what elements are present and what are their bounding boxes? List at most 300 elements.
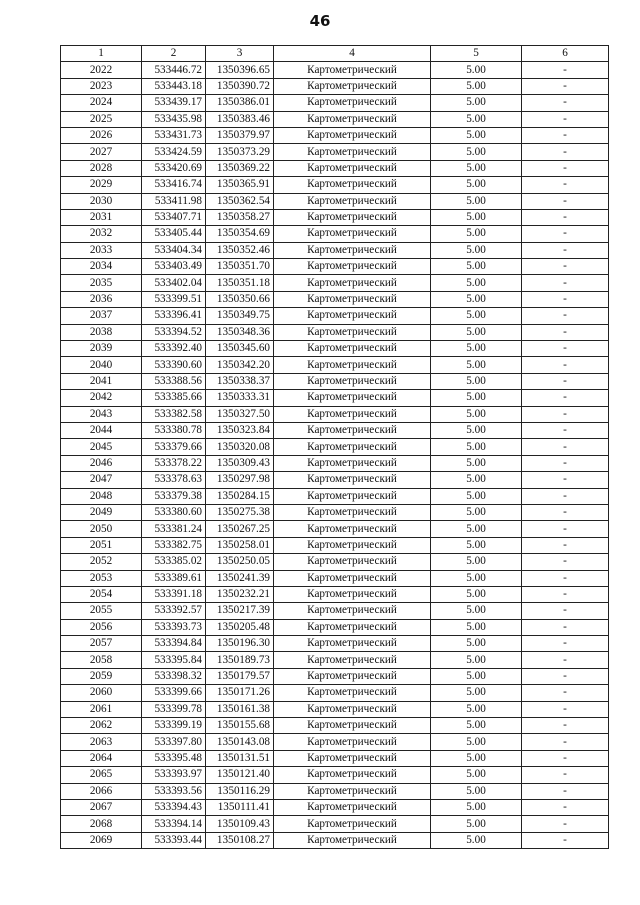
method-cell: Картометрический: [274, 488, 431, 504]
method-cell: Картометрический: [274, 734, 431, 750]
method-cell: Картометрический: [274, 619, 431, 635]
x-coordinate-cell: 533390.60: [142, 357, 206, 373]
table-header: [61, 46, 609, 62]
method-cell: Картометрический: [274, 308, 431, 324]
table-row: [61, 701, 609, 717]
accuracy-cell: 5.00: [431, 160, 522, 176]
point-number-cell: 2035: [61, 275, 142, 291]
accuracy-cell: 5.00: [431, 144, 522, 160]
accuracy-cell: 5.00: [431, 603, 522, 619]
note-cell: -: [522, 619, 609, 635]
accuracy-cell: 5.00: [431, 341, 522, 357]
y-coordinate-cell: 1350383.46: [206, 111, 274, 127]
table-row: [61, 472, 609, 488]
point-number-cell: 2055: [61, 603, 142, 619]
x-coordinate-cell: 533405.44: [142, 226, 206, 242]
method-cell: Картометрический: [274, 439, 431, 455]
point-number-cell: 2059: [61, 668, 142, 684]
table-row: [61, 504, 609, 520]
table-row: [61, 78, 609, 94]
y-coordinate-cell: 1350258.01: [206, 537, 274, 553]
x-coordinate-cell: 533403.49: [142, 259, 206, 275]
point-number-cell: 2061: [61, 701, 142, 717]
note-cell: -: [522, 291, 609, 307]
point-number-cell: 2023: [61, 78, 142, 94]
x-coordinate-cell: 533395.84: [142, 652, 206, 668]
note-cell: -: [522, 78, 609, 94]
y-coordinate-cell: 1350362.54: [206, 193, 274, 209]
table-row: [61, 422, 609, 438]
accuracy-cell: 5.00: [431, 504, 522, 520]
method-cell: Картометрический: [274, 455, 431, 471]
table-row: [61, 832, 609, 848]
x-coordinate-cell: 533424.59: [142, 144, 206, 160]
y-coordinate-cell: 1350386.01: [206, 95, 274, 111]
y-coordinate-cell: 1350196.30: [206, 636, 274, 652]
note-cell: -: [522, 636, 609, 652]
y-coordinate-cell: 1350143.08: [206, 734, 274, 750]
method-cell: Картометрический: [274, 472, 431, 488]
note-cell: -: [522, 275, 609, 291]
table-row: [61, 488, 609, 504]
note-cell: -: [522, 259, 609, 275]
table-row: [61, 521, 609, 537]
table-row: [61, 144, 609, 160]
table-row: [61, 685, 609, 701]
y-coordinate-cell: 1350349.75: [206, 308, 274, 324]
note-cell: -: [522, 799, 609, 815]
table-row: [61, 603, 609, 619]
y-coordinate-cell: 1350358.27: [206, 209, 274, 225]
point-number-cell: 2031: [61, 209, 142, 225]
y-coordinate-cell: 1350161.38: [206, 701, 274, 717]
note-cell: -: [522, 668, 609, 684]
method-cell: Картометрический: [274, 816, 431, 832]
accuracy-cell: 5.00: [431, 111, 522, 127]
point-number-cell: 2063: [61, 734, 142, 750]
table-row: [61, 341, 609, 357]
method-cell: Картометрический: [274, 324, 431, 340]
table-row: [61, 439, 609, 455]
note-cell: -: [522, 324, 609, 340]
accuracy-cell: 5.00: [431, 439, 522, 455]
x-coordinate-cell: 533392.57: [142, 603, 206, 619]
y-coordinate-cell: 1350250.05: [206, 554, 274, 570]
y-coordinate-cell: 1350267.25: [206, 521, 274, 537]
table-row: [61, 111, 609, 127]
note-cell: -: [522, 652, 609, 668]
method-cell: Картометрический: [274, 341, 431, 357]
x-coordinate-cell: 533394.43: [142, 799, 206, 815]
method-cell: Картометрический: [274, 521, 431, 537]
x-coordinate-cell: 533439.17: [142, 95, 206, 111]
method-cell: Картометрический: [274, 586, 431, 602]
y-coordinate-cell: 1350131.51: [206, 750, 274, 766]
x-coordinate-cell: 533404.34: [142, 242, 206, 258]
accuracy-cell: 5.00: [431, 767, 522, 783]
x-coordinate-cell: 533431.73: [142, 127, 206, 143]
method-cell: Картометрический: [274, 78, 431, 94]
accuracy-cell: 5.00: [431, 308, 522, 324]
x-coordinate-cell: 533393.73: [142, 619, 206, 635]
y-coordinate-cell: 1350116.29: [206, 783, 274, 799]
x-coordinate-cell: 533392.40: [142, 341, 206, 357]
table-row: [61, 259, 609, 275]
accuracy-cell: 5.00: [431, 357, 522, 373]
y-coordinate-cell: 1350179.57: [206, 668, 274, 684]
note-cell: -: [522, 209, 609, 225]
y-coordinate-cell: 1350351.70: [206, 259, 274, 275]
x-coordinate-cell: 533388.56: [142, 373, 206, 389]
y-coordinate-cell: 1350379.97: [206, 127, 274, 143]
point-number-cell: 2048: [61, 488, 142, 504]
x-coordinate-cell: 533394.52: [142, 324, 206, 340]
table-row: [61, 242, 609, 258]
y-coordinate-cell: 1350351.18: [206, 275, 274, 291]
accuracy-cell: 5.00: [431, 652, 522, 668]
page-number: 46: [309, 12, 331, 30]
method-cell: Картометрический: [274, 275, 431, 291]
table-row: [61, 127, 609, 143]
point-number-cell: 2051: [61, 537, 142, 553]
table-row: [61, 718, 609, 734]
x-coordinate-cell: 533411.98: [142, 193, 206, 209]
y-coordinate-cell: 1350350.66: [206, 291, 274, 307]
point-number-cell: 2036: [61, 291, 142, 307]
method-cell: Картометрический: [274, 62, 431, 78]
note-cell: -: [522, 341, 609, 357]
header-row: [61, 46, 609, 62]
note-cell: -: [522, 472, 609, 488]
y-coordinate-cell: 1350284.15: [206, 488, 274, 504]
table-row: [61, 668, 609, 684]
accuracy-cell: 5.00: [431, 619, 522, 635]
point-number-cell: 2056: [61, 619, 142, 635]
point-number-cell: 2044: [61, 422, 142, 438]
method-cell: Картометрический: [274, 685, 431, 701]
y-coordinate-cell: 1350232.21: [206, 586, 274, 602]
table-row: [61, 324, 609, 340]
point-number-cell: 2046: [61, 455, 142, 471]
point-number-cell: 2025: [61, 111, 142, 127]
point-number-cell: 2052: [61, 554, 142, 570]
table-row: [61, 406, 609, 422]
y-coordinate-cell: 1350354.69: [206, 226, 274, 242]
table-row: [61, 570, 609, 586]
y-coordinate-cell: 1350241.39: [206, 570, 274, 586]
note-cell: -: [522, 226, 609, 242]
coordinates-table: [60, 45, 609, 849]
note-cell: -: [522, 701, 609, 717]
x-coordinate-cell: 533397.80: [142, 734, 206, 750]
x-coordinate-cell: 533435.98: [142, 111, 206, 127]
table-row: [61, 783, 609, 799]
table-row: [61, 390, 609, 406]
table-row: [61, 750, 609, 766]
accuracy-cell: 5.00: [431, 554, 522, 570]
point-number-cell: 2068: [61, 816, 142, 832]
method-cell: Картометрический: [274, 144, 431, 160]
note-cell: -: [522, 95, 609, 111]
x-coordinate-cell: 533398.32: [142, 668, 206, 684]
x-coordinate-cell: 533407.71: [142, 209, 206, 225]
table-row: [61, 734, 609, 750]
point-number-cell: 2053: [61, 570, 142, 586]
table-row: [61, 160, 609, 176]
method-cell: Картометрический: [274, 767, 431, 783]
method-cell: Картометрический: [274, 357, 431, 373]
point-number-cell: 2060: [61, 685, 142, 701]
point-number-cell: 2054: [61, 586, 142, 602]
y-coordinate-cell: 1350396.65: [206, 62, 274, 78]
point-number-cell: 2049: [61, 504, 142, 520]
point-number-cell: 2069: [61, 832, 142, 848]
x-coordinate-cell: 533416.74: [142, 177, 206, 193]
x-coordinate-cell: 533443.18: [142, 78, 206, 94]
x-coordinate-cell: 533420.69: [142, 160, 206, 176]
table-row: [61, 799, 609, 815]
x-coordinate-cell: 533402.04: [142, 275, 206, 291]
accuracy-cell: 5.00: [431, 406, 522, 422]
table-row: [61, 619, 609, 635]
table-row: [61, 586, 609, 602]
note-cell: -: [522, 504, 609, 520]
y-coordinate-cell: 1350111.41: [206, 799, 274, 815]
method-cell: Картометрический: [274, 95, 431, 111]
point-number-cell: 2065: [61, 767, 142, 783]
accuracy-cell: 5.00: [431, 783, 522, 799]
y-coordinate-cell: 1350171.26: [206, 685, 274, 701]
accuracy-cell: 5.00: [431, 488, 522, 504]
method-cell: Картометрический: [274, 242, 431, 258]
x-coordinate-cell: 533380.60: [142, 504, 206, 520]
table-row: [61, 636, 609, 652]
accuracy-cell: 5.00: [431, 324, 522, 340]
table-row: [61, 62, 609, 78]
point-number-cell: 2037: [61, 308, 142, 324]
accuracy-cell: 5.00: [431, 373, 522, 389]
note-cell: -: [522, 308, 609, 324]
method-cell: Картометрический: [274, 504, 431, 520]
method-cell: Картометрический: [274, 422, 431, 438]
method-cell: Картометрический: [274, 570, 431, 586]
method-cell: Картометрический: [274, 718, 431, 734]
note-cell: -: [522, 586, 609, 602]
accuracy-cell: 5.00: [431, 718, 522, 734]
accuracy-cell: 5.00: [431, 701, 522, 717]
accuracy-cell: 5.00: [431, 259, 522, 275]
note-cell: -: [522, 783, 609, 799]
point-number-cell: 2026: [61, 127, 142, 143]
column-header-4: 4: [274, 46, 431, 62]
y-coordinate-cell: 1350352.46: [206, 242, 274, 258]
note-cell: -: [522, 111, 609, 127]
accuracy-cell: 5.00: [431, 193, 522, 209]
x-coordinate-cell: 533382.58: [142, 406, 206, 422]
method-cell: Картометрический: [274, 783, 431, 799]
table-row: [61, 275, 609, 291]
note-cell: -: [522, 193, 609, 209]
method-cell: Картометрический: [274, 177, 431, 193]
table-row: [61, 652, 609, 668]
table-row: [61, 308, 609, 324]
x-coordinate-cell: 533399.19: [142, 718, 206, 734]
method-cell: Картометрический: [274, 750, 431, 766]
y-coordinate-cell: 1350342.20: [206, 357, 274, 373]
table-row: [61, 226, 609, 242]
x-coordinate-cell: 533393.97: [142, 767, 206, 783]
note-cell: -: [522, 832, 609, 848]
table-body: [61, 62, 609, 849]
accuracy-cell: 5.00: [431, 521, 522, 537]
note-cell: -: [522, 455, 609, 471]
note-cell: -: [522, 62, 609, 78]
method-cell: Картометрический: [274, 406, 431, 422]
x-coordinate-cell: 533393.56: [142, 783, 206, 799]
method-cell: Картометрический: [274, 259, 431, 275]
accuracy-cell: 5.00: [431, 472, 522, 488]
accuracy-cell: 5.00: [431, 570, 522, 586]
accuracy-cell: 5.00: [431, 209, 522, 225]
accuracy-cell: 5.00: [431, 78, 522, 94]
y-coordinate-cell: 1350390.72: [206, 78, 274, 94]
note-cell: -: [522, 816, 609, 832]
note-cell: -: [522, 177, 609, 193]
point-number-cell: 2066: [61, 783, 142, 799]
x-coordinate-cell: 533395.48: [142, 750, 206, 766]
y-coordinate-cell: 1350109.43: [206, 816, 274, 832]
point-number-cell: 2022: [61, 62, 142, 78]
x-coordinate-cell: 533380.78: [142, 422, 206, 438]
note-cell: -: [522, 685, 609, 701]
accuracy-cell: 5.00: [431, 177, 522, 193]
x-coordinate-cell: 533389.61: [142, 570, 206, 586]
note-cell: -: [522, 603, 609, 619]
y-coordinate-cell: 1350320.08: [206, 439, 274, 455]
column-header-6: 6: [522, 46, 609, 62]
point-number-cell: 2039: [61, 341, 142, 357]
method-cell: Картометрический: [274, 226, 431, 242]
x-coordinate-cell: 533399.78: [142, 701, 206, 717]
note-cell: -: [522, 242, 609, 258]
accuracy-cell: 5.00: [431, 275, 522, 291]
point-number-cell: 2028: [61, 160, 142, 176]
accuracy-cell: 5.00: [431, 62, 522, 78]
table-row: [61, 554, 609, 570]
y-coordinate-cell: 1350348.36: [206, 324, 274, 340]
method-cell: Картометрический: [274, 127, 431, 143]
method-cell: Картометрический: [274, 799, 431, 815]
x-coordinate-cell: 533391.18: [142, 586, 206, 602]
method-cell: Картометрический: [274, 193, 431, 209]
accuracy-cell: 5.00: [431, 832, 522, 848]
point-number-cell: 2062: [61, 718, 142, 734]
y-coordinate-cell: 1350275.38: [206, 504, 274, 520]
note-cell: -: [522, 127, 609, 143]
method-cell: Картометрический: [274, 111, 431, 127]
point-number-cell: 2050: [61, 521, 142, 537]
point-number-cell: 2064: [61, 750, 142, 766]
note-cell: -: [522, 439, 609, 455]
note-cell: -: [522, 554, 609, 570]
table-row: [61, 373, 609, 389]
x-coordinate-cell: 533394.14: [142, 816, 206, 832]
note-cell: -: [522, 570, 609, 586]
method-cell: Картометрический: [274, 701, 431, 717]
y-coordinate-cell: 1350327.50: [206, 406, 274, 422]
x-coordinate-cell: 533381.24: [142, 521, 206, 537]
point-number-cell: 2057: [61, 636, 142, 652]
table-row: [61, 767, 609, 783]
y-coordinate-cell: 1350345.60: [206, 341, 274, 357]
point-number-cell: 2043: [61, 406, 142, 422]
accuracy-cell: 5.00: [431, 586, 522, 602]
y-coordinate-cell: 1350365.91: [206, 177, 274, 193]
table-row: [61, 291, 609, 307]
point-number-cell: 2034: [61, 259, 142, 275]
method-cell: Картометрический: [274, 160, 431, 176]
x-coordinate-cell: 533379.66: [142, 439, 206, 455]
table-row: [61, 177, 609, 193]
column-header-5: 5: [431, 46, 522, 62]
x-coordinate-cell: 533393.44: [142, 832, 206, 848]
y-coordinate-cell: 1350309.43: [206, 455, 274, 471]
method-cell: Картометрический: [274, 209, 431, 225]
point-number-cell: 2040: [61, 357, 142, 373]
y-coordinate-cell: 1350338.37: [206, 373, 274, 389]
method-cell: Картометрический: [274, 554, 431, 570]
x-coordinate-cell: 533385.02: [142, 554, 206, 570]
point-number-cell: 2041: [61, 373, 142, 389]
note-cell: -: [522, 357, 609, 373]
point-number-cell: 2042: [61, 390, 142, 406]
x-coordinate-cell: 533399.66: [142, 685, 206, 701]
accuracy-cell: 5.00: [431, 242, 522, 258]
point-number-cell: 2047: [61, 472, 142, 488]
note-cell: -: [522, 767, 609, 783]
table-row: [61, 455, 609, 471]
y-coordinate-cell: 1350155.68: [206, 718, 274, 734]
x-coordinate-cell: 533399.51: [142, 291, 206, 307]
column-header-3: 3: [206, 46, 274, 62]
x-coordinate-cell: 533394.84: [142, 636, 206, 652]
note-cell: -: [522, 390, 609, 406]
table-row: [61, 357, 609, 373]
note-cell: -: [522, 750, 609, 766]
table-row: [61, 816, 609, 832]
accuracy-cell: 5.00: [431, 668, 522, 684]
table-row: [61, 95, 609, 111]
note-cell: -: [522, 160, 609, 176]
point-number-cell: 2030: [61, 193, 142, 209]
method-cell: Картометрический: [274, 390, 431, 406]
accuracy-cell: 5.00: [431, 537, 522, 553]
x-coordinate-cell: 533446.72: [142, 62, 206, 78]
y-coordinate-cell: 1350189.73: [206, 652, 274, 668]
point-number-cell: 2032: [61, 226, 142, 242]
note-cell: -: [522, 734, 609, 750]
method-cell: Картометрический: [274, 636, 431, 652]
point-number-cell: 2024: [61, 95, 142, 111]
column-header-1: 1: [61, 46, 142, 62]
x-coordinate-cell: 533385.66: [142, 390, 206, 406]
point-number-cell: 2029: [61, 177, 142, 193]
point-number-cell: 2058: [61, 652, 142, 668]
x-coordinate-cell: 533396.41: [142, 308, 206, 324]
accuracy-cell: 5.00: [431, 685, 522, 701]
method-cell: Картометрический: [274, 832, 431, 848]
accuracy-cell: 5.00: [431, 291, 522, 307]
